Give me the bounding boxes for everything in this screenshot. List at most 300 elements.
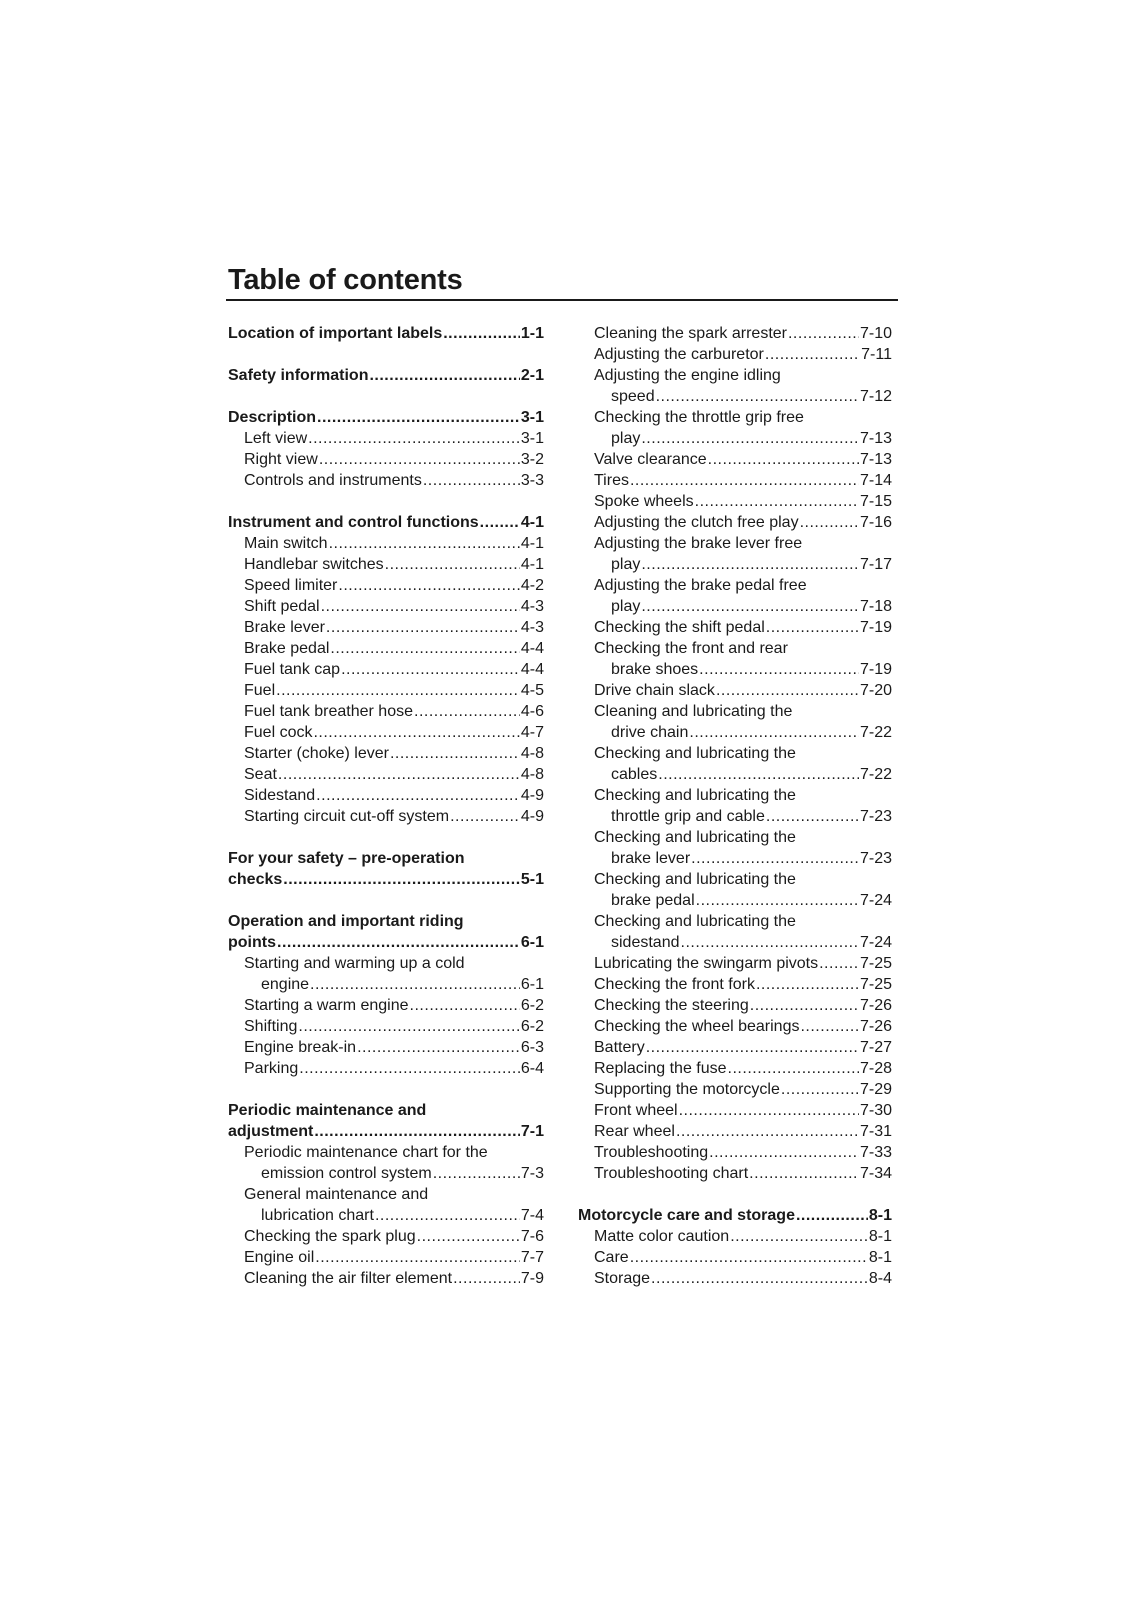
toc-page-number: 7-20 xyxy=(859,682,892,699)
dot-leader xyxy=(630,1247,868,1268)
toc-page-number: 7-22 xyxy=(859,724,892,741)
toc-entry-line xyxy=(228,1100,544,1121)
toc-entry-line xyxy=(578,932,892,953)
toc-entry-line xyxy=(228,1142,544,1163)
toc-entry-line xyxy=(578,722,892,743)
toc-entry-label: Battery xyxy=(594,1039,645,1056)
dot-leader xyxy=(443,323,520,344)
toc-entry-line xyxy=(228,701,544,722)
toc-entry-label: Engine break-in xyxy=(244,1039,357,1056)
toc-entry-line xyxy=(228,512,544,533)
toc-entry[interactable] xyxy=(578,680,892,701)
toc-entry-line xyxy=(228,1205,544,1226)
dot-leader xyxy=(651,1268,868,1289)
toc-entry-label: speed xyxy=(611,388,655,405)
toc-entry-label: Starting a warm engine xyxy=(244,997,409,1014)
toc-entry-line xyxy=(578,890,892,911)
toc-entry-label: Checking the front fork xyxy=(594,976,755,993)
dot-leader xyxy=(276,680,520,701)
toc-entry-line xyxy=(578,596,892,617)
toc-entry[interactable] xyxy=(228,953,544,995)
toc-entry-label: Brake lever xyxy=(244,619,325,636)
toc-entry-line xyxy=(228,932,544,953)
dot-leader xyxy=(417,1226,520,1247)
toc-entry-label: Drive chain slack xyxy=(594,682,715,699)
toc-entry-line xyxy=(228,785,544,806)
toc-entry-label: Checking the front and rear xyxy=(594,640,788,657)
toc-entry-line xyxy=(578,365,892,386)
toc-entry-label: Left view xyxy=(244,430,308,447)
toc-entry-line xyxy=(228,1184,544,1205)
toc-entry[interactable] xyxy=(578,701,892,743)
dot-leader xyxy=(308,428,520,449)
dot-leader xyxy=(800,1016,859,1037)
toc-entry-label: sidestand xyxy=(611,934,680,951)
toc-page-number: 7-25 xyxy=(859,976,892,993)
toc-page-number: 3-2 xyxy=(520,451,544,468)
toc-entry[interactable] xyxy=(578,1016,892,1037)
dot-leader xyxy=(689,722,859,743)
toc-entry-line xyxy=(228,1226,544,1247)
toc-entry-line xyxy=(228,1016,544,1037)
toc-page-number: 5-1 xyxy=(520,871,544,888)
toc-entry[interactable] xyxy=(578,575,892,617)
dot-leader xyxy=(317,407,520,428)
toc-entry[interactable] xyxy=(578,638,892,680)
dot-leader xyxy=(695,491,859,512)
toc-page-number: 7-23 xyxy=(859,850,892,867)
toc-entry-line xyxy=(578,1163,892,1184)
toc-entry-line xyxy=(578,554,892,575)
toc-entry-label: Shift pedal xyxy=(244,598,320,615)
toc-entry-label: engine xyxy=(261,976,310,993)
toc-entry[interactable] xyxy=(228,1268,544,1289)
toc-entry[interactable] xyxy=(228,533,544,554)
dot-leader xyxy=(330,638,519,659)
dot-leader xyxy=(708,449,859,470)
toc-page-number: 7-31 xyxy=(859,1123,892,1140)
dot-leader xyxy=(781,1079,859,1100)
toc-entry[interactable] xyxy=(228,1016,544,1037)
dot-leader xyxy=(316,785,520,806)
toc-entry[interactable] xyxy=(228,1184,544,1226)
toc-entry[interactable] xyxy=(228,743,544,764)
toc-entry-line xyxy=(578,617,892,638)
toc-entry-label: Troubleshooting chart xyxy=(594,1165,749,1182)
dot-leader xyxy=(699,659,859,680)
toc-entry-line xyxy=(578,470,892,491)
toc-entry-line xyxy=(578,764,892,785)
toc-entry-line xyxy=(578,491,892,512)
toc-entry-label: Checking and lubricating the xyxy=(594,871,796,888)
toc-page-number: 2-1 xyxy=(520,367,544,384)
dot-leader xyxy=(788,323,859,344)
toc-entry-label: Shifting xyxy=(244,1018,298,1035)
toc-entry-line xyxy=(578,785,892,806)
toc-entry[interactable] xyxy=(578,365,892,407)
toc-entry[interactable] xyxy=(228,1142,544,1184)
toc-entry-label: General maintenance and xyxy=(244,1186,429,1203)
toc-entry-label: Checking and lubricating the xyxy=(594,787,796,804)
toc-entry[interactable] xyxy=(228,848,544,890)
toc-entry[interactable] xyxy=(578,617,892,638)
toc-entry-line xyxy=(228,1247,544,1268)
toc-entry[interactable] xyxy=(228,407,544,428)
toc-page-number: 4-4 xyxy=(520,661,544,678)
toc-entry-line xyxy=(578,1037,892,1058)
toc-entry-label: Checking the throttle grip free xyxy=(594,409,804,426)
toc-entry-line xyxy=(228,953,544,974)
toc-entry-line xyxy=(228,659,544,680)
toc-entry[interactable] xyxy=(578,1079,892,1100)
toc-entry[interactable] xyxy=(578,1247,892,1268)
toc-entry-label: Engine oil xyxy=(244,1249,315,1266)
toc-entry[interactable] xyxy=(228,764,544,785)
toc-entry-line xyxy=(228,974,544,995)
toc-entry-line xyxy=(578,1058,892,1079)
toc-entry[interactable] xyxy=(228,659,544,680)
dot-leader xyxy=(369,365,519,386)
toc-page-number: 7-22 xyxy=(859,766,892,783)
toc-page-number: 4-2 xyxy=(520,577,544,594)
toc-entry[interactable] xyxy=(228,1100,544,1142)
dot-leader xyxy=(326,617,520,638)
toc-entry-label: Tires xyxy=(594,472,629,489)
title-rule xyxy=(226,299,898,301)
toc-entry-line xyxy=(578,1268,892,1289)
toc-entry-line xyxy=(228,596,544,617)
dot-leader xyxy=(277,932,520,953)
toc-entry-label: Right view xyxy=(244,451,318,468)
toc-page-number: 7-12 xyxy=(859,388,892,405)
toc-entry[interactable] xyxy=(228,1037,544,1058)
toc-page-number: 6-2 xyxy=(520,997,544,1014)
toc-page-number: 4-8 xyxy=(520,766,544,783)
toc-entry[interactable] xyxy=(578,1205,892,1226)
toc-entry-label: Checking the steering xyxy=(594,997,749,1014)
toc-entry[interactable] xyxy=(578,1142,892,1163)
toc-page-number: 7-13 xyxy=(859,451,892,468)
toc-entry-line xyxy=(228,575,544,596)
dot-leader xyxy=(480,512,520,533)
toc-entry-label: Fuel xyxy=(244,682,276,699)
toc-entry-label: emission control system xyxy=(261,1165,432,1182)
toc-entry-label: brake pedal xyxy=(611,892,695,909)
toc-entry[interactable] xyxy=(578,995,892,1016)
toc-entry-line xyxy=(578,680,892,701)
toc-entry[interactable] xyxy=(578,911,892,953)
dot-leader xyxy=(319,449,520,470)
toc-entry[interactable] xyxy=(228,1058,544,1079)
toc-entry-label: Adjusting the brake pedal free xyxy=(594,577,807,594)
toc-entry-label: Checking and lubricating the xyxy=(594,745,796,762)
toc-entry[interactable] xyxy=(228,323,544,344)
dot-leader xyxy=(321,596,520,617)
toc-entry[interactable] xyxy=(228,701,544,722)
toc-entry-label: Fuel cock xyxy=(244,724,313,741)
toc-page-number: 4-7 xyxy=(520,724,544,741)
toc-page-number: 6-1 xyxy=(520,934,544,951)
toc-entry-label: Checking the spark plug xyxy=(244,1228,416,1245)
toc-entry[interactable] xyxy=(578,743,892,785)
toc-entry-label: Periodic maintenance and xyxy=(228,1102,427,1119)
dot-leader xyxy=(410,995,520,1016)
dot-leader xyxy=(819,953,859,974)
toc-page-number: 7-24 xyxy=(859,892,892,909)
dot-leader xyxy=(329,533,520,554)
dot-leader xyxy=(728,1058,859,1079)
dot-leader xyxy=(766,806,859,827)
toc-entry-label: Front wheel xyxy=(594,1102,678,1119)
dot-leader xyxy=(314,1121,520,1142)
toc-entry[interactable] xyxy=(578,1163,892,1184)
toc-entry[interactable] xyxy=(228,680,544,701)
toc-entry-label: throttle grip and cable xyxy=(611,808,765,825)
dot-leader xyxy=(450,806,520,827)
toc-entry-line xyxy=(228,449,544,470)
toc-page-number: 7-23 xyxy=(859,808,892,825)
toc-page-number: 7-27 xyxy=(859,1039,892,1056)
toc-entry-line xyxy=(228,554,544,575)
toc-entry[interactable] xyxy=(578,533,892,575)
toc-entry[interactable] xyxy=(228,1247,544,1268)
toc-page-number: 4-9 xyxy=(520,787,544,804)
toc-entry-line xyxy=(578,953,892,974)
toc-entry-line xyxy=(578,974,892,995)
toc-entry-line xyxy=(578,323,892,344)
toc-entry[interactable] xyxy=(578,827,892,869)
dot-leader xyxy=(630,470,859,491)
toc-page-number: 4-1 xyxy=(520,535,544,552)
toc-entry-label: play xyxy=(611,430,641,447)
toc-page-number: 7-25 xyxy=(859,955,892,972)
toc-page-number: 7-18 xyxy=(859,598,892,615)
toc-entry-line xyxy=(578,806,892,827)
toc-entry[interactable] xyxy=(578,1268,892,1289)
toc-page-number: 6-4 xyxy=(520,1060,544,1077)
toc-entry-label: Adjusting the clutch free play xyxy=(594,514,799,531)
toc-entry-line xyxy=(578,827,892,848)
toc-entry-line xyxy=(578,659,892,680)
toc-page-number: 7-13 xyxy=(859,430,892,447)
toc-page-number: 7-9 xyxy=(520,1270,544,1287)
dot-leader xyxy=(453,1268,520,1289)
toc-entry-line xyxy=(228,470,544,491)
toc-entry-line xyxy=(228,911,544,932)
toc-entry-line xyxy=(228,1058,544,1079)
toc-entry-line xyxy=(578,1079,892,1100)
toc-page-number: 1-1 xyxy=(520,325,544,342)
toc-entry[interactable] xyxy=(578,974,892,995)
toc-entry[interactable] xyxy=(578,449,892,470)
toc-entry-line xyxy=(578,995,892,1016)
toc-page-number: 7-19 xyxy=(859,619,892,636)
dot-leader xyxy=(749,1163,859,1184)
toc-page-number: 6-3 xyxy=(520,1039,544,1056)
toc-page-number: 4-5 xyxy=(520,682,544,699)
toc-entry[interactable] xyxy=(228,365,544,386)
toc-entry-label: Parking xyxy=(244,1060,299,1077)
toc-entry[interactable] xyxy=(578,785,892,827)
dot-leader xyxy=(299,1058,520,1079)
dot-leader xyxy=(414,701,520,722)
dot-leader xyxy=(357,1037,520,1058)
toc-entry-line xyxy=(228,722,544,743)
toc-entry[interactable] xyxy=(578,323,892,344)
toc-entry[interactable] xyxy=(228,1226,544,1247)
toc-page-number: 6-2 xyxy=(520,1018,544,1035)
toc-page-number: 7-3 xyxy=(520,1165,544,1182)
toc-entry-label: play xyxy=(611,598,641,615)
toc-page-number: 7-17 xyxy=(859,556,892,573)
toc-entry[interactable] xyxy=(228,995,544,1016)
toc-page-number: 4-4 xyxy=(520,640,544,657)
dot-leader xyxy=(681,932,859,953)
toc-page-number: 4-1 xyxy=(520,556,544,573)
toc-entry[interactable] xyxy=(228,638,544,659)
dot-leader xyxy=(338,575,520,596)
toc-entry[interactable] xyxy=(578,344,892,365)
toc-page-number: 7-10 xyxy=(859,325,892,342)
toc-entry[interactable] xyxy=(228,470,544,491)
toc-entry-line xyxy=(228,848,544,869)
toc-entry-label: Description xyxy=(228,409,317,426)
dot-leader xyxy=(756,974,859,995)
toc-entry-label: Motorcycle care and storage xyxy=(578,1207,795,1224)
dot-leader xyxy=(656,386,859,407)
toc-page-number: 7-19 xyxy=(859,661,892,678)
dot-leader xyxy=(766,617,859,638)
toc-entry-line xyxy=(578,575,892,596)
dot-leader xyxy=(341,659,520,680)
toc-entry[interactable] xyxy=(578,512,892,533)
toc-page-number: 3-1 xyxy=(520,409,544,426)
toc-page-number: 8-4 xyxy=(868,1270,892,1287)
toc-entry-label: lubrication chart xyxy=(261,1207,374,1224)
toc-entry-label: Starting circuit cut-off system xyxy=(244,808,450,825)
toc-entry[interactable] xyxy=(578,1037,892,1058)
dot-leader xyxy=(765,344,860,365)
toc-entry[interactable] xyxy=(228,596,544,617)
toc-entry-label: Checking the wheel bearings xyxy=(594,1018,800,1035)
toc-entry-label: Operation and important riding xyxy=(228,913,464,930)
toc-entry[interactable] xyxy=(578,1100,892,1121)
dot-leader xyxy=(646,1037,859,1058)
toc-entry[interactable] xyxy=(228,722,544,743)
toc-entry-line xyxy=(228,743,544,764)
toc-page-number: 4-6 xyxy=(520,703,544,720)
toc-entry-line xyxy=(578,911,892,932)
toc-entry-line xyxy=(228,365,544,386)
toc-entry-label: drive chain xyxy=(611,724,689,741)
toc-entry-line xyxy=(228,764,544,785)
toc-entry[interactable] xyxy=(578,470,892,491)
toc-entry[interactable] xyxy=(578,1121,892,1142)
toc-entry[interactable] xyxy=(228,449,544,470)
toc-entry[interactable] xyxy=(228,785,544,806)
toc-entry-label: Checking and lubricating the xyxy=(594,913,796,930)
toc-page-number: 3-3 xyxy=(520,472,544,489)
toc-entry-line xyxy=(228,407,544,428)
toc-entry-line xyxy=(228,323,544,344)
toc-entry[interactable] xyxy=(228,428,544,449)
toc-entry-line xyxy=(578,533,892,554)
toc-entry-label: Seat xyxy=(244,766,277,783)
toc-entry-label: Care xyxy=(594,1249,629,1266)
toc-entry[interactable] xyxy=(228,806,544,827)
toc-entry[interactable] xyxy=(228,554,544,575)
toc-entry[interactable] xyxy=(228,575,544,596)
toc-page-number: 7-29 xyxy=(859,1081,892,1098)
toc-column-left xyxy=(228,323,544,1289)
toc-entry[interactable] xyxy=(578,407,892,449)
toc-page-number: 4-8 xyxy=(520,745,544,762)
toc-entry-label: Starting and warming up a cold xyxy=(244,955,465,972)
toc-page-number: 7-26 xyxy=(859,997,892,1014)
toc-entry-line xyxy=(578,869,892,890)
dot-leader xyxy=(298,1016,520,1037)
toc-entry-label: Cleaning and lubricating the xyxy=(594,703,793,720)
dot-leader xyxy=(716,680,859,701)
toc-page-number: 7-4 xyxy=(520,1207,544,1224)
toc-entry-label: Adjusting the brake lever free xyxy=(594,535,803,552)
toc-page-number: 4-1 xyxy=(520,514,544,531)
toc-page-number: 8-1 xyxy=(868,1228,892,1245)
toc-entry[interactable] xyxy=(578,491,892,512)
page-title: Table of contents xyxy=(228,264,463,296)
toc-entry-label: Adjusting the engine idling xyxy=(594,367,781,384)
toc-entry[interactable] xyxy=(228,512,544,533)
toc-entry[interactable] xyxy=(578,1058,892,1079)
toc-entry[interactable] xyxy=(578,1226,892,1247)
dot-leader xyxy=(313,722,519,743)
toc-page-number: 7-11 xyxy=(861,346,892,363)
toc-entry-line xyxy=(578,1016,892,1037)
toc-entry-label: Fuel tank breather hose xyxy=(244,703,413,720)
toc-entry-line xyxy=(228,617,544,638)
toc-entry-line xyxy=(228,806,544,827)
toc-entry[interactable] xyxy=(228,617,544,638)
toc-entry-label: Main switch xyxy=(244,535,328,552)
toc-entry-label: Brake pedal xyxy=(244,640,330,657)
toc-entry[interactable] xyxy=(578,953,892,974)
toc-entry-label: Lubricating the swingarm pivots xyxy=(594,955,819,972)
toc-entry-label: adjustment xyxy=(228,1123,314,1140)
toc-entry-label: Location of important labels xyxy=(228,325,443,342)
toc-entry-label: Handlebar switches xyxy=(244,556,384,573)
dot-leader xyxy=(641,428,859,449)
dot-leader xyxy=(709,1142,859,1163)
toc-entry-line xyxy=(578,743,892,764)
toc-entry-label: Fuel tank cap xyxy=(244,661,341,678)
toc-entry-line xyxy=(578,1247,892,1268)
toc-entry-label: checks xyxy=(228,871,283,888)
toc-entry-line xyxy=(578,1142,892,1163)
toc-entry-line xyxy=(578,344,892,365)
dot-leader xyxy=(691,848,859,869)
toc-entry-label: play xyxy=(611,556,641,573)
toc-page-number: 8-1 xyxy=(868,1207,892,1224)
toc-entry-label: Supporting the motorcycle xyxy=(594,1081,780,1098)
toc-page-number: 7-16 xyxy=(859,514,892,531)
toc-entry-label: Safety information xyxy=(228,367,369,384)
toc-entry-line xyxy=(228,638,544,659)
toc-entry-line xyxy=(578,407,892,428)
dot-leader xyxy=(796,1205,868,1226)
toc-entry[interactable] xyxy=(578,869,892,911)
toc-entry[interactable] xyxy=(228,911,544,953)
toc-entry-label: Valve clearance xyxy=(594,451,707,468)
